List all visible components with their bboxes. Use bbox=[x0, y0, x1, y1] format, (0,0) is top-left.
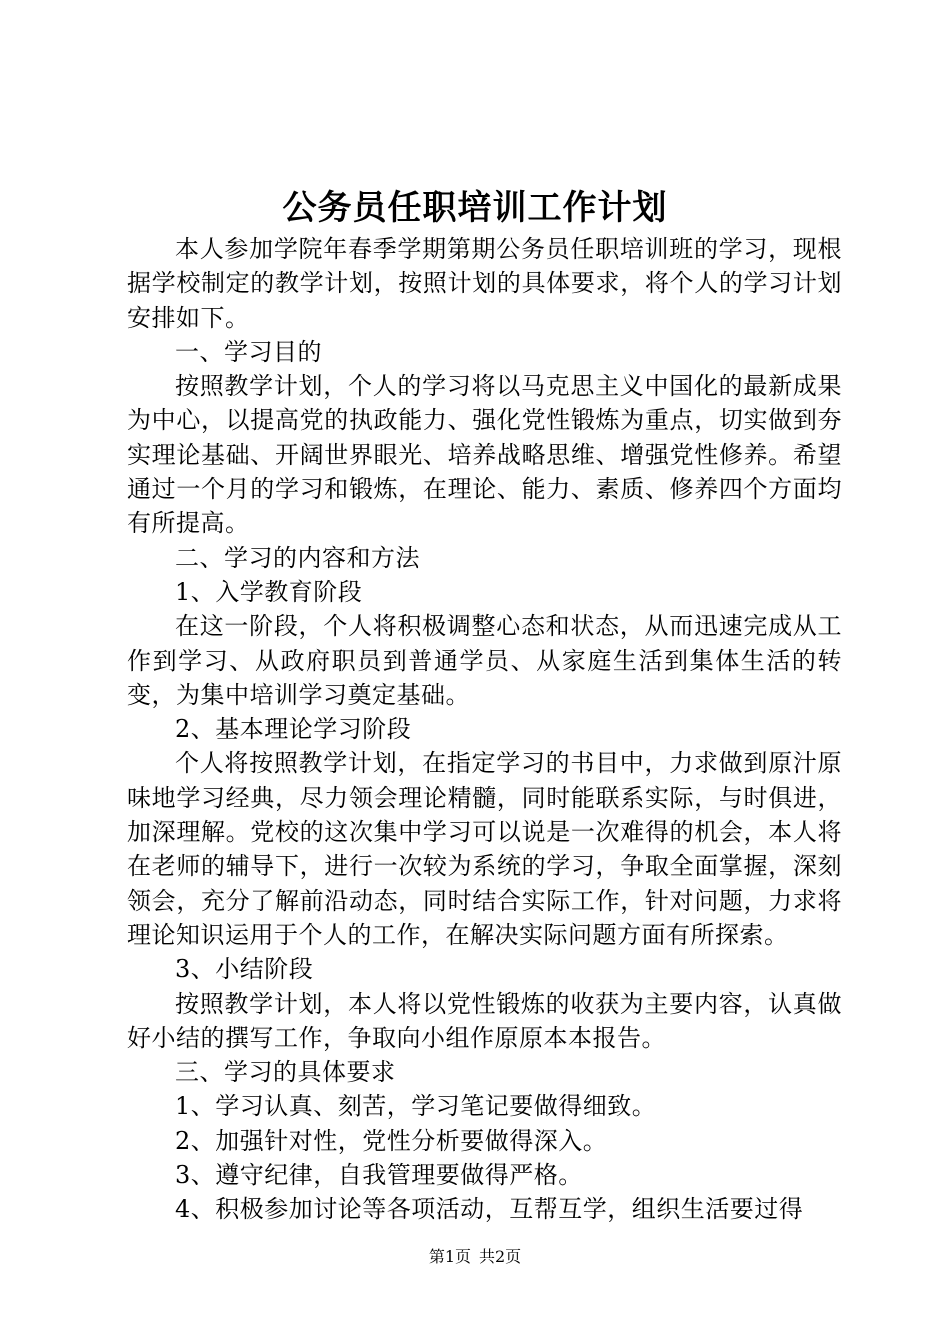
heading-stage-1: 1、入学教育阶段 bbox=[175, 577, 363, 606]
heading-section-1: 一、学习目的 bbox=[175, 337, 322, 366]
paragraph-section-1: 按照教学计划，个人的学习将以马克思主义中国化的最新成果为中心，以提高党的执政能力、强化党性锻炼为重点，切实做到夯实理论基础、开阔世界眼光、培养战略思维、增强党性修养。希望通过一个月的学习和锻炼，在理论、能力、素质、修养四个方面均有所提高。 bbox=[127, 372, 842, 538]
paragraph-stage-3: 按照教学计划，本人将以党性锻炼的收获为主要内容，认真做好小结的撰写工作，争取向小组作原原本本报告。 bbox=[127, 989, 842, 1052]
heading-stage-2: 2、基本理论学习阶段 bbox=[175, 715, 412, 744]
page-footer bbox=[0, 1246, 950, 1268]
page-total: 共2页 bbox=[479, 1247, 522, 1266]
heading-stage-3: 3、小结阶段 bbox=[175, 955, 314, 984]
document-body bbox=[127, 232, 842, 1227]
heading-section-3: 三、学习的具体要求 bbox=[175, 1058, 396, 1087]
requirement-item-4: 4、积极参加讨论等各项活动，互帮互学，组织生活要过得 bbox=[175, 1195, 804, 1224]
paragraph-stage-1: 在这一阶段，个人将积极调整心态和状态，从而迅速完成从工作到学习、从政府职员到普通学员、从家庭生活到集体生活的转变，为集中培训学习奠定基础。 bbox=[127, 612, 842, 709]
page-number: 第1页 bbox=[428, 1247, 471, 1266]
paragraph-stage-2: 个人将按照教学计划，在指定学习的书目中，力求做到原汁原味地学习经典，尽力领会理论精髓，同时能联系实际，与时俱进，加深理解。党校的这次集中学习可以说是一次难得的机会，本人将在老师的辅导下，进行一次较为系统的学习，争取全面掌握，深刻领会，充分了解前沿动态，同时结合实际工作，针对问题，力求将理论知识运用于个人的工作，在解决实际问题方面有所探索。 bbox=[127, 749, 842, 949]
requirement-item-1: 1、学习认真、刻苦，学习笔记要做得细致。 bbox=[175, 1092, 657, 1121]
paragraph-intro: 本人参加学院年春季学期第期公务员任职培训班的学习，现根据学校制定的教学计划，按照计划的具体要求，将个人的学习计划安排如下。 bbox=[127, 235, 842, 332]
requirement-item-2: 2、加强针对性，党性分析要做得深入。 bbox=[175, 1126, 608, 1155]
document-title: 公务员任职培训工作计划 bbox=[282, 188, 668, 228]
requirement-item-3: 3、遵守纪律，自我管理要做得严格。 bbox=[175, 1161, 583, 1190]
heading-section-2: 二、学习的内容和方法 bbox=[175, 543, 420, 572]
